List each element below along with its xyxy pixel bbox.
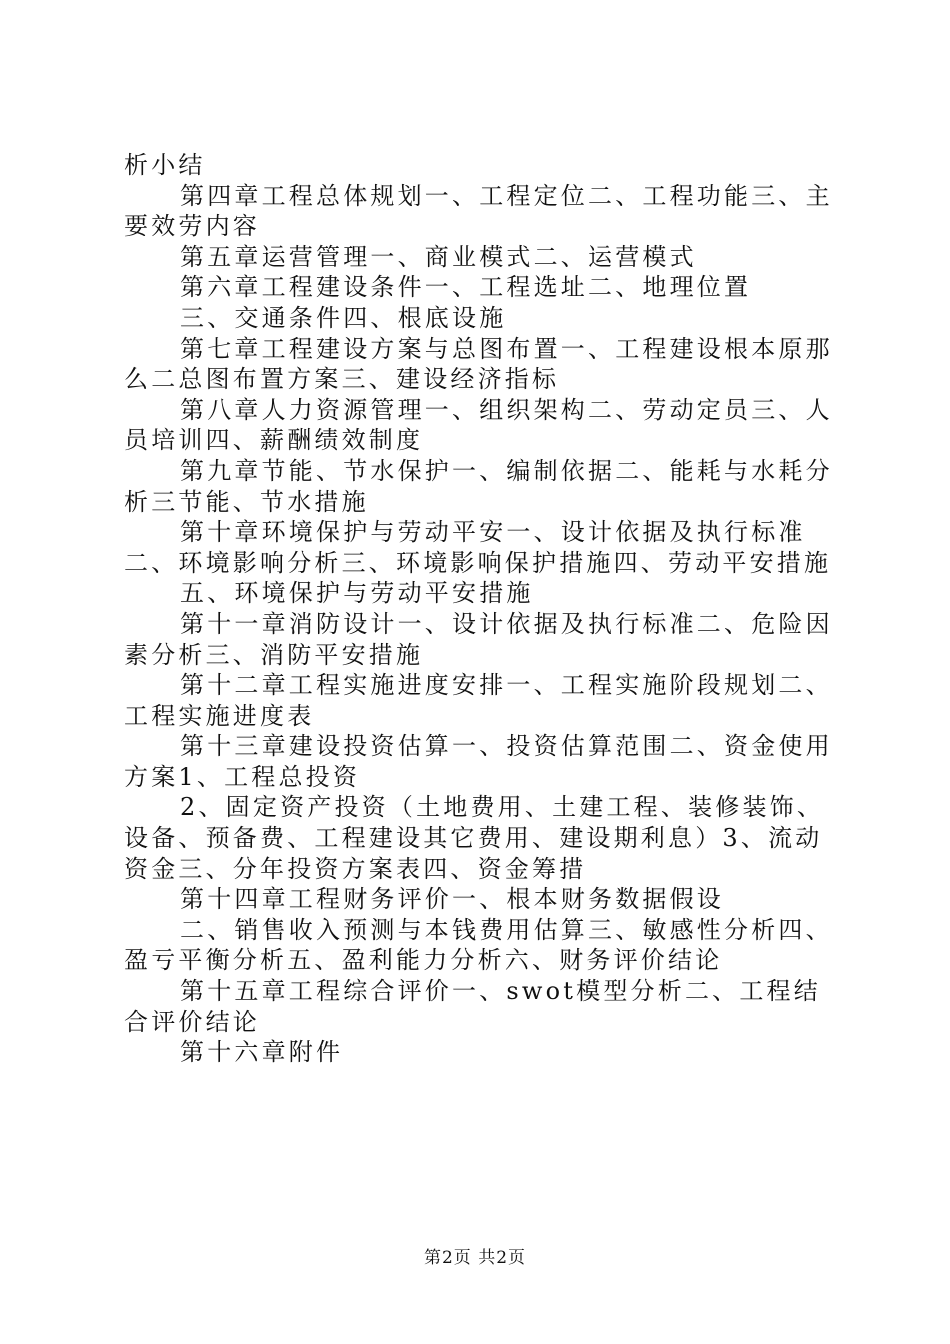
paragraph-continuation: 析小结 [124,151,206,179]
paragraph-chapter-16: 第十六章附件 [180,1038,344,1067]
document-body [124,150,839,1068]
paragraph-chapter-9: 第九章节能、节水保护一、编制依据二、能耗与水耗分析三节能、节水措施 [124,456,833,516]
paragraph-chapter-5: 第五章运营管理一、商业模式二、运营模式 [180,242,697,271]
paragraph-chapter-7: 第七章工程建设方案与总图布置一、工程建设根本原那么二总图布置方案三、建设经济指标 [124,334,833,394]
page-footer: 第2页 共2页 [423,1248,527,1268]
paragraph-chapter-13-cont: 2、固定资产投资（土地费用、土建工程、装修装饰、设备、预备费、工程建设其它费用、建设期利息）3、流动资金三、分年投资方案表四、资金筹措 [124,793,825,883]
paragraph-chapter-14-cont: 二、销售收入预测与本钱费用估算三、敏感性分析四、盈亏平衡分析五、盈利能力分析六、财务评价结论 [124,915,833,975]
paragraph-chapter-15: 第十五章工程综合评价一、swot模型分析二、工程结合评价结论 [124,977,821,1036]
paragraph-chapter-6: 第六章工程建设条件一、工程选址二、地理位置 [180,273,752,302]
paragraph-chapter-8: 第八章人力资源管理一、组织架构二、劳动定员三、人员培训四、薪酬绩效制度 [124,395,833,455]
paragraph-chapter-6-cont: 三、交通条件四、根底设施 [180,303,507,332]
paragraph-chapter-13: 第十三章建设投资估算一、投资估算范围二、资金使用方案1、工程总投资 [124,732,833,791]
paragraph-chapter-12: 第十二章工程实施进度安排一、工程实施阶段规划二、工程实施进度表 [124,671,833,730]
paragraph-chapter-14: 第十四章工程财务评价一、根本财务数据假设 [180,885,724,914]
paragraph-chapter-10-cont: 五、环境保护与劳动平安措施 [180,579,534,608]
paragraph-chapter-11: 第十一章消防设计一、设计依据及执行标准二、危险因素分析三、消防平安措施 [124,609,833,669]
paragraph-chapter-10: 第十章环境保护与劳动平安一、设计依据及执行标准二、环境影响分析三、环境影响保护措施四、劳动平安措施 [124,518,832,577]
paragraph-chapter-4: 第四章工程总体规划一、工程定位二、工程功能三、主要效劳内容 [124,181,833,241]
